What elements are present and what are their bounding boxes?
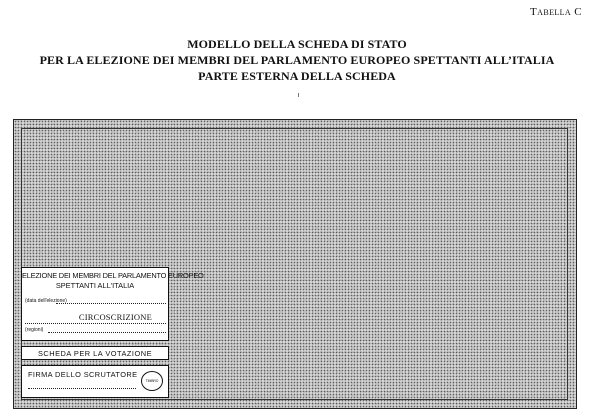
title-line-1: MODELLO DELLA SCHEDA DI STATO: [187, 37, 407, 51]
election-title: ELEZIONE DEI MEMBRI DEL PARLAMENTO EUROPEO: [22, 271, 204, 280]
election-date-label: (data dell'elezione): [25, 298, 67, 304]
date-dotted-line: [56, 303, 166, 304]
regioni-label: (regioni): [25, 327, 44, 333]
scheda-votazione-label: SCHEDA PER LA VOTAZIONE: [37, 349, 153, 358]
circoscrizione-dotted-line: [25, 323, 166, 324]
table-label: Tabella C: [530, 6, 582, 18]
scheda-votazione-box: [21, 346, 169, 360]
election-country: SPETTANTI ALL'ITALIA: [55, 281, 135, 290]
election-info-box: [21, 267, 204, 341]
stamp-text: TIMBRO: [145, 379, 159, 383]
center-tick-mark: [298, 93, 299, 97]
stamp-circle: [141, 371, 163, 391]
circoscrizione-label: CIRCOSCRIZIONE: [78, 312, 152, 322]
firma-dotted-line: [28, 388, 136, 389]
title-line-3: PARTE ESTERNA DELLA SCHEDA: [198, 69, 396, 83]
title-line-2: PER LA ELEZIONE DEI MEMBRI DEL PARLAMENTO EUROPEO SPETTANTI ALL’ITALIA: [39, 53, 555, 67]
firma-scrutatore-label: FIRMA DELLO SCRUTATORE: [28, 370, 138, 379]
regioni-dotted-line: [48, 332, 166, 333]
firma-scrutatore-box: [21, 365, 169, 398]
page-heading: [0, 36, 594, 84]
